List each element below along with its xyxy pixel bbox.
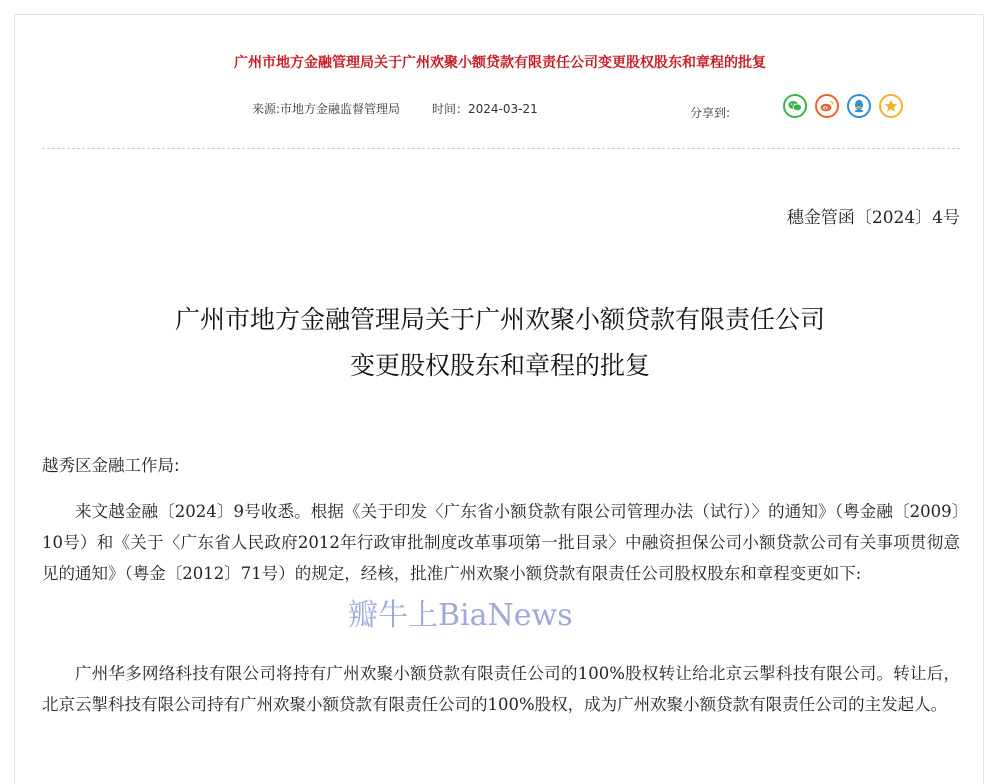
salutation: 越秀区金融工作局: (42, 456, 180, 475)
document-number: 穗金管函〔2024〕4号 (786, 208, 960, 228)
header-divider (42, 148, 960, 149)
qq-icon[interactable] (847, 94, 871, 118)
share-label: 分享到: (690, 106, 731, 120)
qzone-icon[interactable] (879, 94, 903, 118)
document-title (0, 297, 1000, 389)
body-paragraph-1: 来文越金融〔2024〕9号收悉。根据《关于印发〈广东省小额贷款有限公司管理办法（试行）〉的通知》（粤金融〔2009〕10号）和《关于〈广东省人民政府2012年行政审批制度改革事项第一批目录〉中融资担保公司小额贷款公司有关事项贯彻意见的通知》（粤金〔2012〕71号）的规定，经核，批准广州欢聚小额贷款有限责任公司股权股东和章程变更如下: (42, 502, 960, 583)
document-title-line-2: 变更股权股东和章程的批复 (349, 351, 650, 380)
watermark: 瓣牛上BiaNews (348, 598, 573, 633)
document-title-line-1: 广州市地方金融管理局关于广州欢聚小额贷款有限责任公司 (174, 305, 825, 334)
body-paragraph-2: 广州华多网络科技有限公司将持有广州欢聚小额贷款有限责任公司的100%股权转让给北京云掣科技有限公司。转让后，北京云掣科技有限公司持有广州欢聚小额贷款有限责任公司的100%股权，成为广州欢聚小额贷款有限责任公司的主发起人。 (42, 664, 960, 714)
publish-time: 时间：2024-03-21 (432, 102, 538, 116)
wechat-icon[interactable] (783, 94, 807, 118)
page-title: 广州市地方金融管理局关于广州欢聚小额贷款有限责任公司变更股权股东和章程的批复 (234, 55, 766, 71)
weibo-icon[interactable] (815, 94, 839, 118)
share-icons (783, 94, 903, 118)
source-label: 来源:市地方金融监督管理局 (252, 102, 401, 116)
